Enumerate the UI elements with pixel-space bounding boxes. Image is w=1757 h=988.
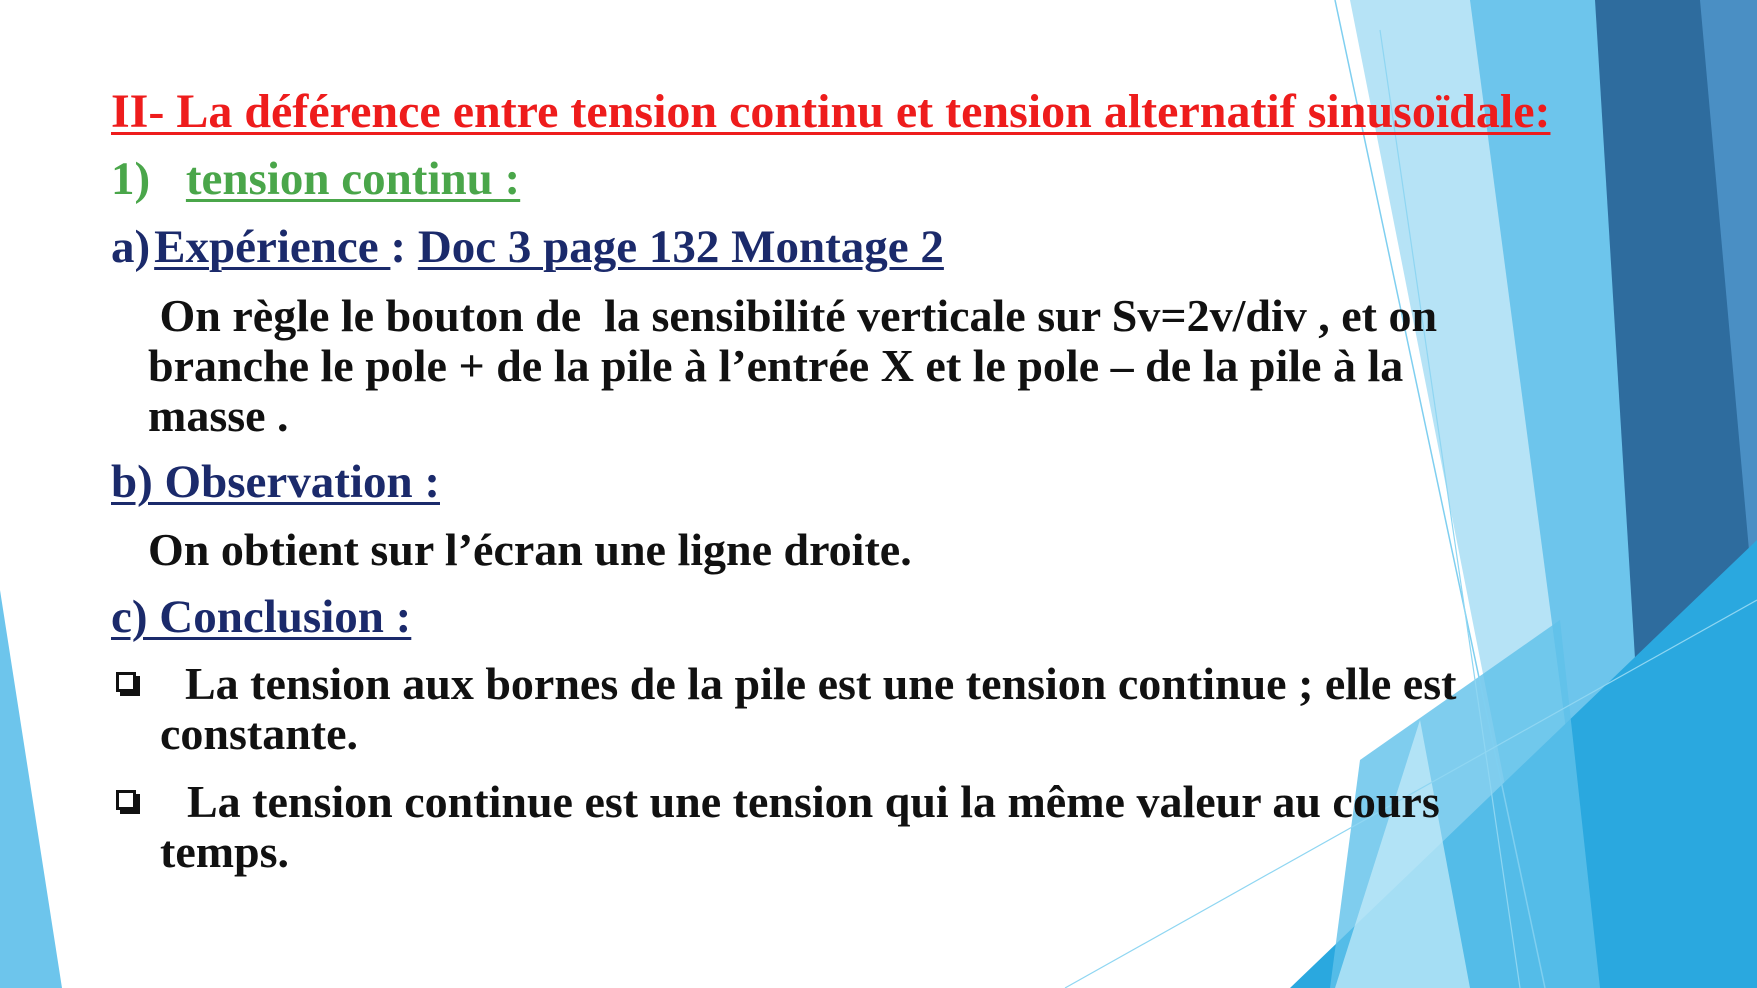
conclusion-bullet-1-line-2: constante. — [160, 708, 359, 759]
experience-label: Expérience — [154, 221, 391, 273]
conclusion-bullet-2-line-2: temps. — [160, 826, 290, 877]
conclusion-bullet-1-line-1: La tension aux bornes de la pile est une tension continue ; elle est — [185, 658, 1457, 709]
section-number: 1) — [111, 153, 151, 205]
experience-reference: Doc 3 page 132 Montage 2 — [417, 221, 944, 273]
experience-text-line-3: masse . — [148, 390, 289, 441]
experience-text-line-2: branche le pole + de la pile à l’entrée X et le pole – de la pile à la — [148, 340, 1404, 391]
slide-title: II- La déférence entre tension continu et tension alternatif sinusoïdale: — [111, 85, 1551, 138]
checkbox-bullet-icon — [116, 790, 136, 810]
conclusion-heading-text: c) Conclusion : — [111, 591, 412, 643]
conclusion-bullet-2-line-1: La tension continue est une tension qui la même valeur au cours — [187, 776, 1440, 827]
observation-text: On obtient sur l’écran une ligne droite. — [148, 524, 912, 575]
experience-marker: a) — [111, 221, 151, 273]
observation-heading-text: b) Observation : — [111, 456, 440, 508]
section-heading — [111, 153, 521, 205]
experience-heading — [111, 221, 944, 273]
section-label: tension continu : — [185, 153, 521, 205]
checkbox-bullet-icon — [116, 672, 136, 692]
observation-heading — [111, 456, 440, 508]
conclusion-heading — [111, 591, 412, 643]
experience-separator: : — [390, 221, 418, 273]
experience-text-line-1: On règle le bouton de la sensibilité verticale sur Sv=2v/div , et on — [148, 290, 1438, 341]
